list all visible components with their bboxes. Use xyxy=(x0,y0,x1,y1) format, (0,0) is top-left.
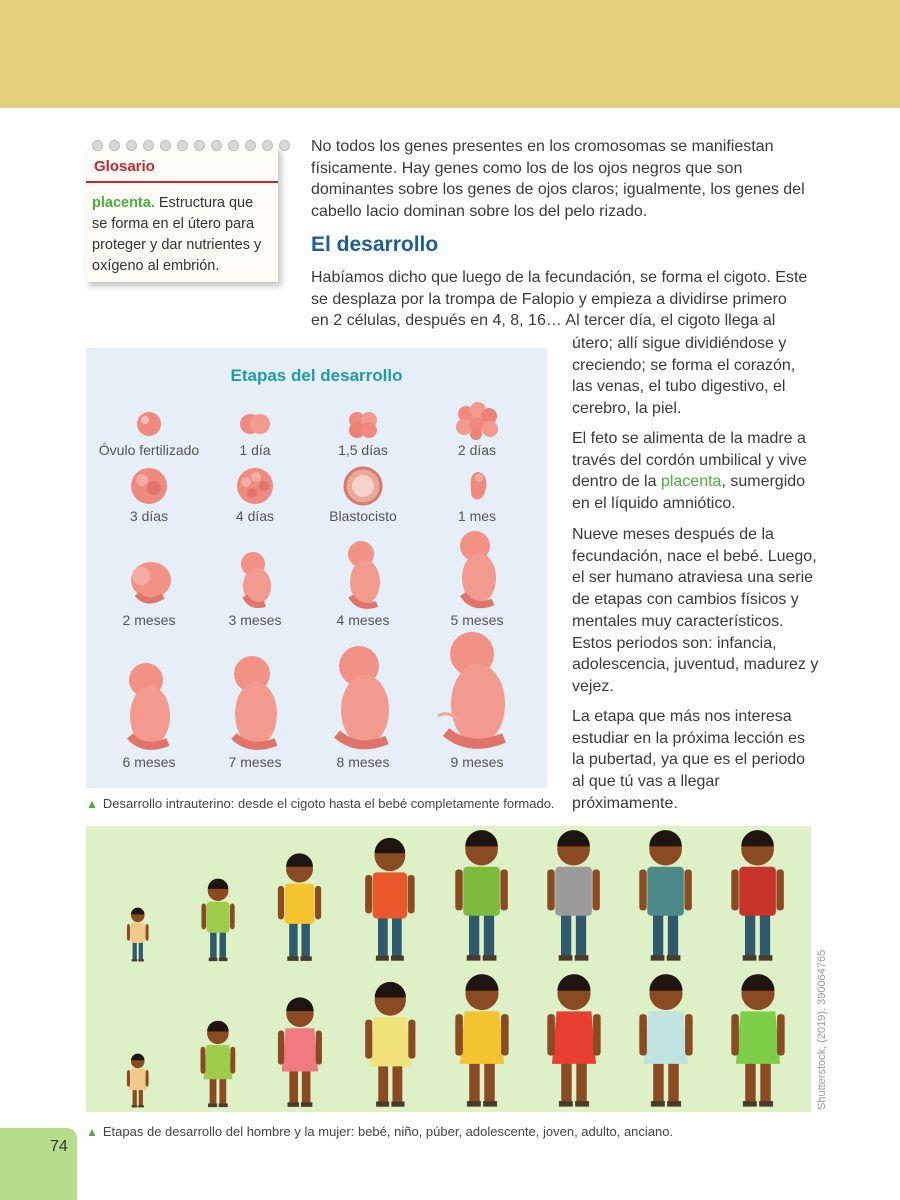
binding-ring xyxy=(160,140,171,151)
development-figure-caption xyxy=(86,796,555,811)
male-figure xyxy=(632,826,699,966)
binding-ring xyxy=(109,140,120,151)
binding-ring xyxy=(194,140,205,151)
glossary-card xyxy=(86,146,278,282)
binding-ring xyxy=(92,140,103,151)
fetus-8-months-icon xyxy=(323,644,403,752)
stage-label: 8 meses xyxy=(336,754,390,770)
stage-1-mes xyxy=(422,466,532,524)
paragraph-pubertad: La etapa que más nos interesa estudiar en la próxima lección es la pubertad, ya que es el periodo al que tú vas a llegar próximamente. xyxy=(572,708,806,812)
stage-8-meses xyxy=(308,644,418,770)
binding-ring xyxy=(211,140,222,151)
stage-4-dias xyxy=(200,466,310,524)
paragraph-line: en 2 células, después en 4, 8, 16… Al tercer día, el cigoto llega al xyxy=(311,312,776,330)
binding-ring xyxy=(262,140,273,151)
blastocyst-icon xyxy=(340,466,386,506)
male-figure xyxy=(271,850,328,966)
fetus-9-months-icon xyxy=(432,630,522,752)
stage-1-5-dias xyxy=(308,406,418,458)
female-figure xyxy=(632,970,700,1112)
morula-icon xyxy=(232,466,278,506)
glossary-term: placenta. xyxy=(92,195,155,211)
stage-6-meses xyxy=(94,660,204,770)
glossary-definition: Estructura que se forma en el útero para proteger y dar nutrientes y oxígeno al embrión. xyxy=(92,195,262,274)
female-figure xyxy=(194,1018,242,1112)
stage-5-meses xyxy=(422,528,532,628)
stage-3-meses xyxy=(200,548,310,628)
placenta-highlight: placenta xyxy=(660,473,722,491)
stage-7-meses xyxy=(200,654,310,770)
stage-label: Blastocisto xyxy=(329,508,397,524)
stage-label: 4 días xyxy=(235,508,275,524)
glossary-entry xyxy=(92,193,270,277)
stage-label: 6 meses xyxy=(122,754,176,770)
eight-cell-embryo-icon xyxy=(452,400,502,440)
stage-label: 3 meses xyxy=(228,612,282,628)
binding-ring xyxy=(245,140,256,151)
stage-label: 1,5 días xyxy=(338,442,388,458)
paragraph-feto xyxy=(572,428,820,515)
binding-ring xyxy=(279,140,290,151)
stage-blastocisto xyxy=(308,466,418,524)
intro-paragraph: No todos los genes presentes en los cromosomas se manifiestan físicamente. Hay genes como los de los ojos negros que son dominantes sobre los genes de ojos claros; igualmente, los genes del cabello lacio dominan sobre los del pelo rizado. xyxy=(311,138,805,221)
male-figure xyxy=(448,826,515,966)
paragraph-fecundacion xyxy=(311,267,831,332)
section-heading: El desarrollo xyxy=(311,233,439,256)
figure-title: Etapas del desarrollo xyxy=(230,366,403,385)
stage-2-meses xyxy=(94,556,204,628)
male-figure xyxy=(724,826,791,966)
stage-label: 7 meses xyxy=(228,754,282,770)
spiral-binding xyxy=(92,140,290,151)
paragraph-line: Habíamos dicho que luego de la fecundación, se forma el cigoto. Este xyxy=(311,269,808,286)
male-figure xyxy=(540,826,607,966)
image-credit: Shutterstock, (2019). 390064765 xyxy=(816,949,828,1110)
stage-label: 1 mes xyxy=(457,508,497,524)
female-figure xyxy=(724,970,792,1112)
male-figure xyxy=(358,834,422,966)
stage-label: 4 meses xyxy=(336,612,390,628)
caption-text: Etapas de desarrollo del hombre y la mujer: bebé, niño, púber, adolescente, joven, adulto, anciano. xyxy=(102,1124,674,1139)
caption-triangle-icon: ▲ xyxy=(86,797,98,811)
stage-label: 2 meses xyxy=(122,612,176,628)
caption-triangle-icon: ▲ xyxy=(86,1125,98,1139)
fetus-3-months-icon xyxy=(225,548,285,610)
male-figure xyxy=(195,876,241,966)
feto-text-end: , sumergido en el líquido amniótico. xyxy=(572,473,806,513)
stage-label: 9 meses xyxy=(450,754,504,770)
female-figure xyxy=(121,1052,155,1112)
caption-text: Desarrollo intrauterino: desde el cigoto hasta el bebé completamente formado. xyxy=(102,796,555,811)
fertilized-egg-icon xyxy=(129,406,169,440)
morula-icon xyxy=(126,466,172,506)
stage-ovulo xyxy=(94,406,204,458)
feto-text-start: El feto se alimenta de la madre a través del cordón umbilical y vive dentro de la xyxy=(572,430,807,491)
stage-3-dias xyxy=(94,466,204,524)
two-cell-embryo-icon xyxy=(235,406,275,440)
stage-4-meses xyxy=(308,538,418,628)
fetus-7-months-icon xyxy=(220,654,290,752)
human-life-stages-figure xyxy=(86,826,811,1112)
four-cell-embryo-icon xyxy=(343,406,383,440)
embryo-1-month-icon xyxy=(457,466,497,506)
stage-2-dias xyxy=(422,400,532,458)
binding-ring xyxy=(228,140,239,151)
stage-label: 5 meses xyxy=(450,612,504,628)
paragraph-fecundacion-continued: útero; allí sigue dividiéndose y creciendo; se forma el corazón, las venas, el tubo digestivo, el cerebro, la piel. xyxy=(572,335,796,418)
female-figure xyxy=(271,994,329,1112)
top-header-band xyxy=(0,0,900,108)
paragraph-line: se desplaza por la trompa de Falopio y empieza a dividirse primero xyxy=(311,290,787,308)
female-figure xyxy=(358,978,423,1112)
development-stages-figure xyxy=(86,348,547,788)
glossary-title: Glosario xyxy=(94,158,155,175)
fetus-6-months-icon xyxy=(114,660,184,752)
paragraph-nueve-meses: Nueve meses después de la fecundación, nace el bebé. Luego, el ser humano atraviesa una serie de etapas con cambios físicos y mentales muy característicos. Estos periodos son: infancia, adolescencia, juventud, madurez y vejez. xyxy=(572,526,819,695)
fetus-5-months-icon xyxy=(445,528,509,610)
people-figure-caption xyxy=(86,1124,673,1139)
binding-ring xyxy=(126,140,137,151)
female-figure xyxy=(540,970,608,1112)
male-figure xyxy=(121,906,155,966)
binding-ring xyxy=(143,140,154,151)
stage-label: Óvulo fertilizado xyxy=(98,442,200,458)
stage-label: 3 días xyxy=(129,508,169,524)
stage-label: 2 días xyxy=(457,442,497,458)
stage-1-dia xyxy=(200,406,310,458)
fetus-2-months-icon xyxy=(119,556,179,610)
page-number: 74 xyxy=(50,1138,68,1155)
stage-9-meses xyxy=(422,630,532,770)
stage-label: 1 día xyxy=(239,442,271,458)
fetus-4-months-icon xyxy=(333,538,393,610)
glossary-divider xyxy=(86,181,278,183)
female-figure xyxy=(448,970,516,1112)
binding-ring xyxy=(177,140,188,151)
